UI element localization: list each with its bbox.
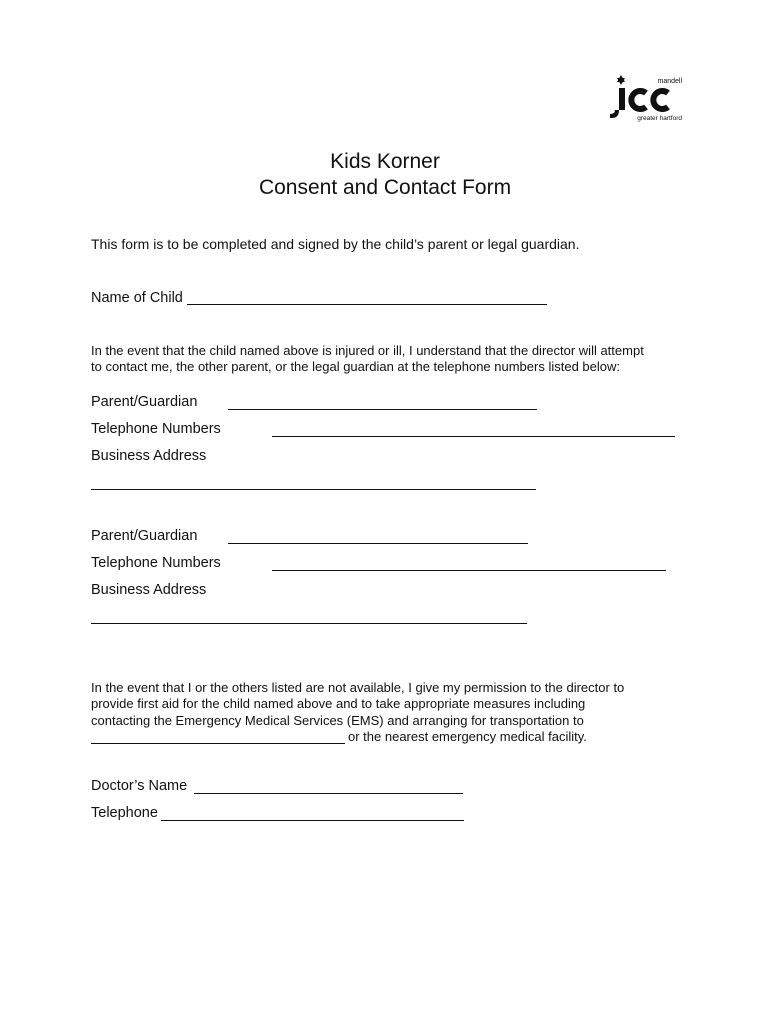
guardian2-phone-label: Telephone Numbers [91, 555, 221, 571]
transport-facility-field[interactable] [91, 743, 345, 744]
child-name-field[interactable] [187, 304, 547, 305]
guardian1-address-label: Business Address [91, 448, 207, 464]
doctor-phone-label: Telephone [91, 805, 158, 821]
guardian2-phone-field[interactable] [272, 570, 666, 571]
doctor-name-label: Doctor’s Name [91, 778, 188, 794]
guardian1-address-field[interactable] [91, 489, 536, 490]
guardian1-phone-field[interactable] [272, 436, 675, 437]
jcc-logo [606, 74, 686, 124]
notice-line-1: In the event that the child named above is injured or ill, I understand that the director will attempt [91, 343, 644, 358]
guardian1-phone-label: Telephone Numbers [91, 421, 221, 437]
notice-paragraph [91, 343, 691, 376]
guardian2-parent-label: Parent/Guardian [91, 528, 198, 544]
intro-text: This form is to be completed and signed by the child’s parent or legal guardian. [91, 236, 580, 252]
child-name-label: Name of Child [91, 290, 183, 306]
form-title-line-2: Consent and Contact Form [258, 176, 512, 199]
jcc-logo-graphic [606, 74, 686, 124]
star-of-david-icon [617, 75, 625, 85]
guardian1-parent-field[interactable] [228, 409, 537, 410]
permission-line-3: contacting the Emergency Medical Services (EMS) and arranging for transportation to [91, 712, 584, 728]
logo-bottom-text: greater hartford [637, 115, 682, 122]
doctor-phone-field[interactable] [161, 820, 464, 821]
guardian2-address-field[interactable] [91, 623, 527, 624]
guardian2-parent-field[interactable] [228, 543, 528, 544]
guardian2-address-label: Business Address [91, 582, 207, 598]
form-title-line-1: Kids Korner [330, 150, 440, 173]
doctor-name-field[interactable] [194, 793, 463, 794]
guardian1-parent-label: Parent/Guardian [91, 394, 198, 410]
permission-line-4: or the nearest emergency medical facility. [348, 729, 587, 744]
permission-paragraph [91, 680, 691, 729]
permission-line-1: In the event that I or the others listed are not available, I give my permission to the director to [91, 680, 625, 695]
permission-line-2: provide first aid for the child named above and to take appropriate measures including [91, 696, 586, 712]
logo-top-text: mandell [657, 78, 682, 85]
notice-line-2: to contact me, the other parent, or the legal guardian at the telephone numbers listed below: [91, 359, 621, 375]
